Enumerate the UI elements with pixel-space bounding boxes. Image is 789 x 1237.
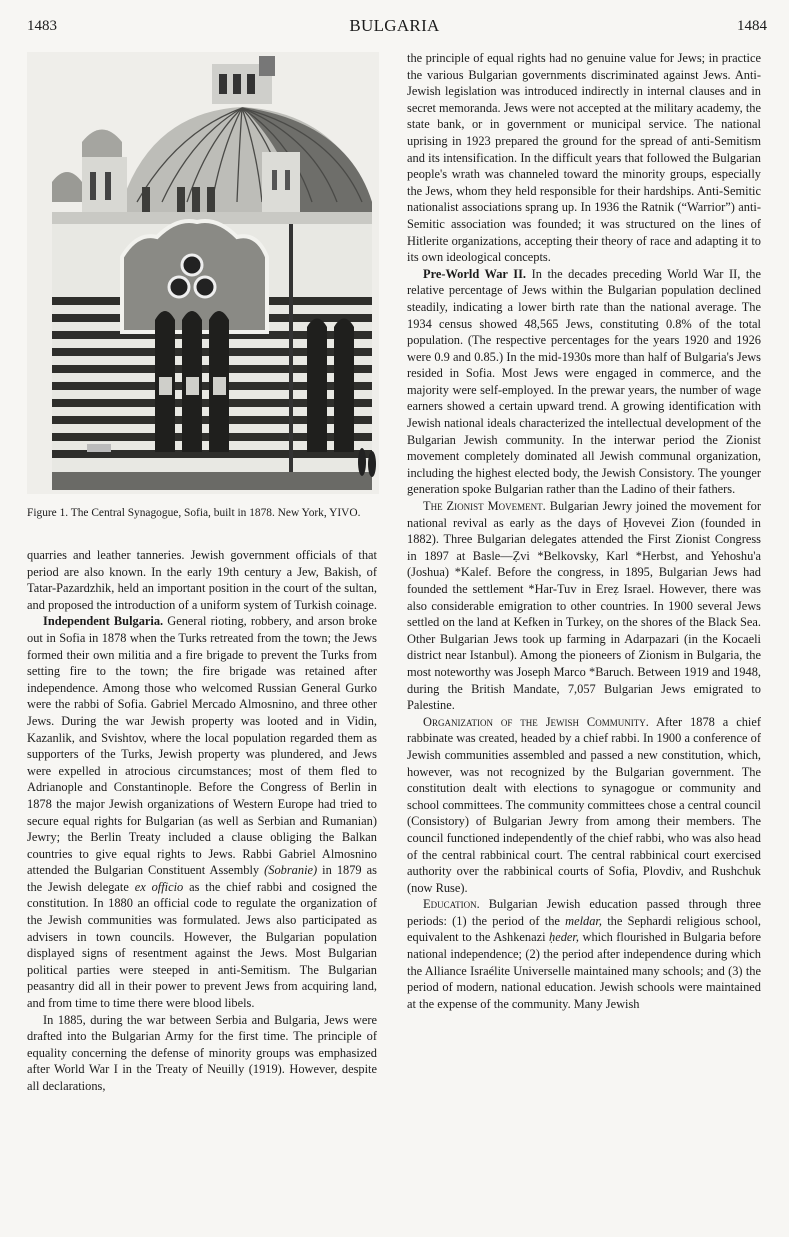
synagogue-photo-image: [27, 52, 379, 494]
section-heading: Education.: [423, 897, 480, 912]
left-column: [27, 547, 377, 1095]
paragraph: In 1885, during the war between Serbia and Bulgaria, Jews were drafted into the Bulgarian Army for the first time. The principle of equality concerning the defense of minority groups was emphasized after World War I in the Treaty of Neuilly (1919). However, despite all declarations,: [27, 1012, 377, 1093]
paragraph: the principle of equal rights had no genuine value for Jews; in practice the various Bulgarian governments discriminated against Jews. Anti-Jewish legislation was introduced indirectly in internal clauses and in secret memoranda. Jews were not accepted at the military academy, the state bank, or in government or municipal service. The national uprising in 1923 prepared the ground for the spread of anti-Semitism and its intensification. In the difficult years that followed the Bulgarian people's wrath was channeled toward the minority groups, especially the Jews, whom they held responsible for their hardships. Anti-Semitic nationalist associations sprang up. In 1936 the Ratnik (“Warrior”) anti-Semitic association was founded; it was structured on the lines of Hitlerite organizations, accepting their theory of race and adapting it to its own ideological concepts.: [407, 51, 761, 265]
paragraph-zionist-movement: The Zionist Movement. Bulgarian Jewry joined the movement for national revival as early as the days of Ḥovevei Zion (founded in 1882). Three Bulgarian delegates attended the First Zionist Congress in 1897 at Basle—Ẓvi *Belkovsky, Karl *Herbst, and Yehoshu'a (Joshua) *Kalef. Before the congress, in 1895, Bulgarian Jews had founded the settlement *Har-Tuv in Ereẓ Israel. However, there was also considerable emigration to other countries. In 1900 several Jews settled on the land at Kefken in Turkey, on the shores of the Black Sea. Other Bulgarian Jews took up farming in Adarpazari (in the Kocaeli district near Istanbul). Among the pioneers of Zionism in Bulgaria, the most noteworthy was Joseph Marco *Baruch. Between 1919 and 1948, during the British Mandate, 7,057 Bulgarian Jews emigrated to Palestine.: [407, 499, 761, 713]
synagogue-photo: [27, 52, 379, 494]
running-header: [0, 14, 789, 36]
section-heading: The Zionist Movement.: [423, 499, 546, 514]
paragraph-independent-bulgaria: Independent Bulgaria. General rioting, robbery, and arson broke out in Sofia in 1878 when the Turks retreated from the town; the Jews formed their own militia and a fire brigade to prevent the Turks from setting fire to the town; the fire brigade was retained after independence. Among those who welcomed Russian General Gurko were the rabbi of Sofia. Gabriel Mercado Almosnino, and three other Jews. During the war Jewish property was looted and in Vidin, Kazanlik, and Svishtov, where the local population regarded them as supporters of the Turks, Jewish property was plundered, and Jews were expelled in atrocious circumstances; most of them fled to Adrianople and Constantinople. Before the Congress of Berlin in 1878 the major Jewish organizations of Western Europe had tried to secure equal rights for Bulgarian (as well as Serbian and Rumanian) Jewry; the Berlin Treaty included a clause obliging the Balkan countries to give equal rights to Jews. Rabbi Gabriel Almosnino attended the Bulgarian Constituent Assembly (Sobranie) in 1879 as the Jewish delegate ex officio as the chief rabbi and cosigned the constitution. In 1880 an official code to regulate the organization of the Jewish communities was formulated. Jews also participated as advisers in town councils. However, the Bulgarian population displayed signs of resentment against the Jews. Most Bulgarian political parties were steeped in anti-Semitism. The Bulgarian peasantry did all in their power to prevent Jews from acquiring land, and from time to time there were blood libels.: [27, 614, 378, 1011]
figure-caption: Figure 1. The Central Synagogue, Sofia, built in 1878. New York, YIVO.: [27, 507, 361, 519]
section-heading: Independent Bulgaria.: [43, 614, 164, 629]
paragraph: quarries and leather tanneries. Jewish government officials of that period are also known. In the early 19th century a Jew, Bakish, of Tatar-Pazardzhik, held an important position in the court of the sultan, and proposed the introduction of a uniform system of Turkish coinage.: [27, 548, 377, 612]
paragraph-education: Education. Bulgarian Jewish education passed through three periods: (1) the period of the meldar, the Sephardi religious school, equivalent to the Ashkenazi ḥeder, which flourished in Bulgaria before national independence; (2) the period after independence during which the Alliance Israélite Universelle maintained many schools; and (3) the period of modern, national education. Jewish schools were maintained at the expense of the community. Many Jewish: [407, 897, 761, 1011]
page-number-left: 1483: [27, 18, 57, 34]
page-number-right: 1484: [737, 18, 767, 34]
right-column: [407, 50, 761, 1012]
running-title: BULGARIA: [349, 16, 440, 35]
section-heading: Organization of the Jewish Community.: [423, 714, 649, 729]
paragraph-organization: Organization of the Jewish Community. After 1878 a chief rabbinate was created, headed by a chief rabbi. In 1900 a conference of Jewish communities assembled and passed a new constitution, which, however, was not recognized by the Bulgarian government. The constitution dealt with elections to synagogue or community and school committees. The community committees chose a central council (Consistory) of Bulgarian Jewry from among their members. The council functioned independently of the chief rabbi, who was also head of the central rabbinical court. The central rabbinical court exercised authority over the rabbinical courts of Sofia, Plovdiv, and Rushchuk (now Ruse).: [407, 714, 761, 895]
section-heading: Pre-World War II.: [423, 266, 527, 281]
paragraph-pre-world-war-ii: Pre-World War II. In the decades preceding World War II, the relative percentage of Jews within the Bulgarian population declined steadily, indicating a lower birth rate than the national average. The 1934 census showed 48,565 Jews, constituting 0.8% of the total population. (The respective percentages for the years 1920 and 1926 were 0.9 and 0.85.) In the mid-1930s more than half of Bulgaria's Jews resided in Sofia. Most Jews were engaged in commerce, and the majority were self-employed. In the prewar years, the number of wage earners showed a certain upward trend. A growing identification with Jewish national ideals characterized the intellectual development of the Bulgarian Jewish community. In the interwar period the Zionist movement completely dominated all Jewish communal organization, including the highest elected body, the Jewish Consistory. The younger generation spoke Bulgarian rather than the Ladino of their fathers.: [407, 266, 761, 497]
